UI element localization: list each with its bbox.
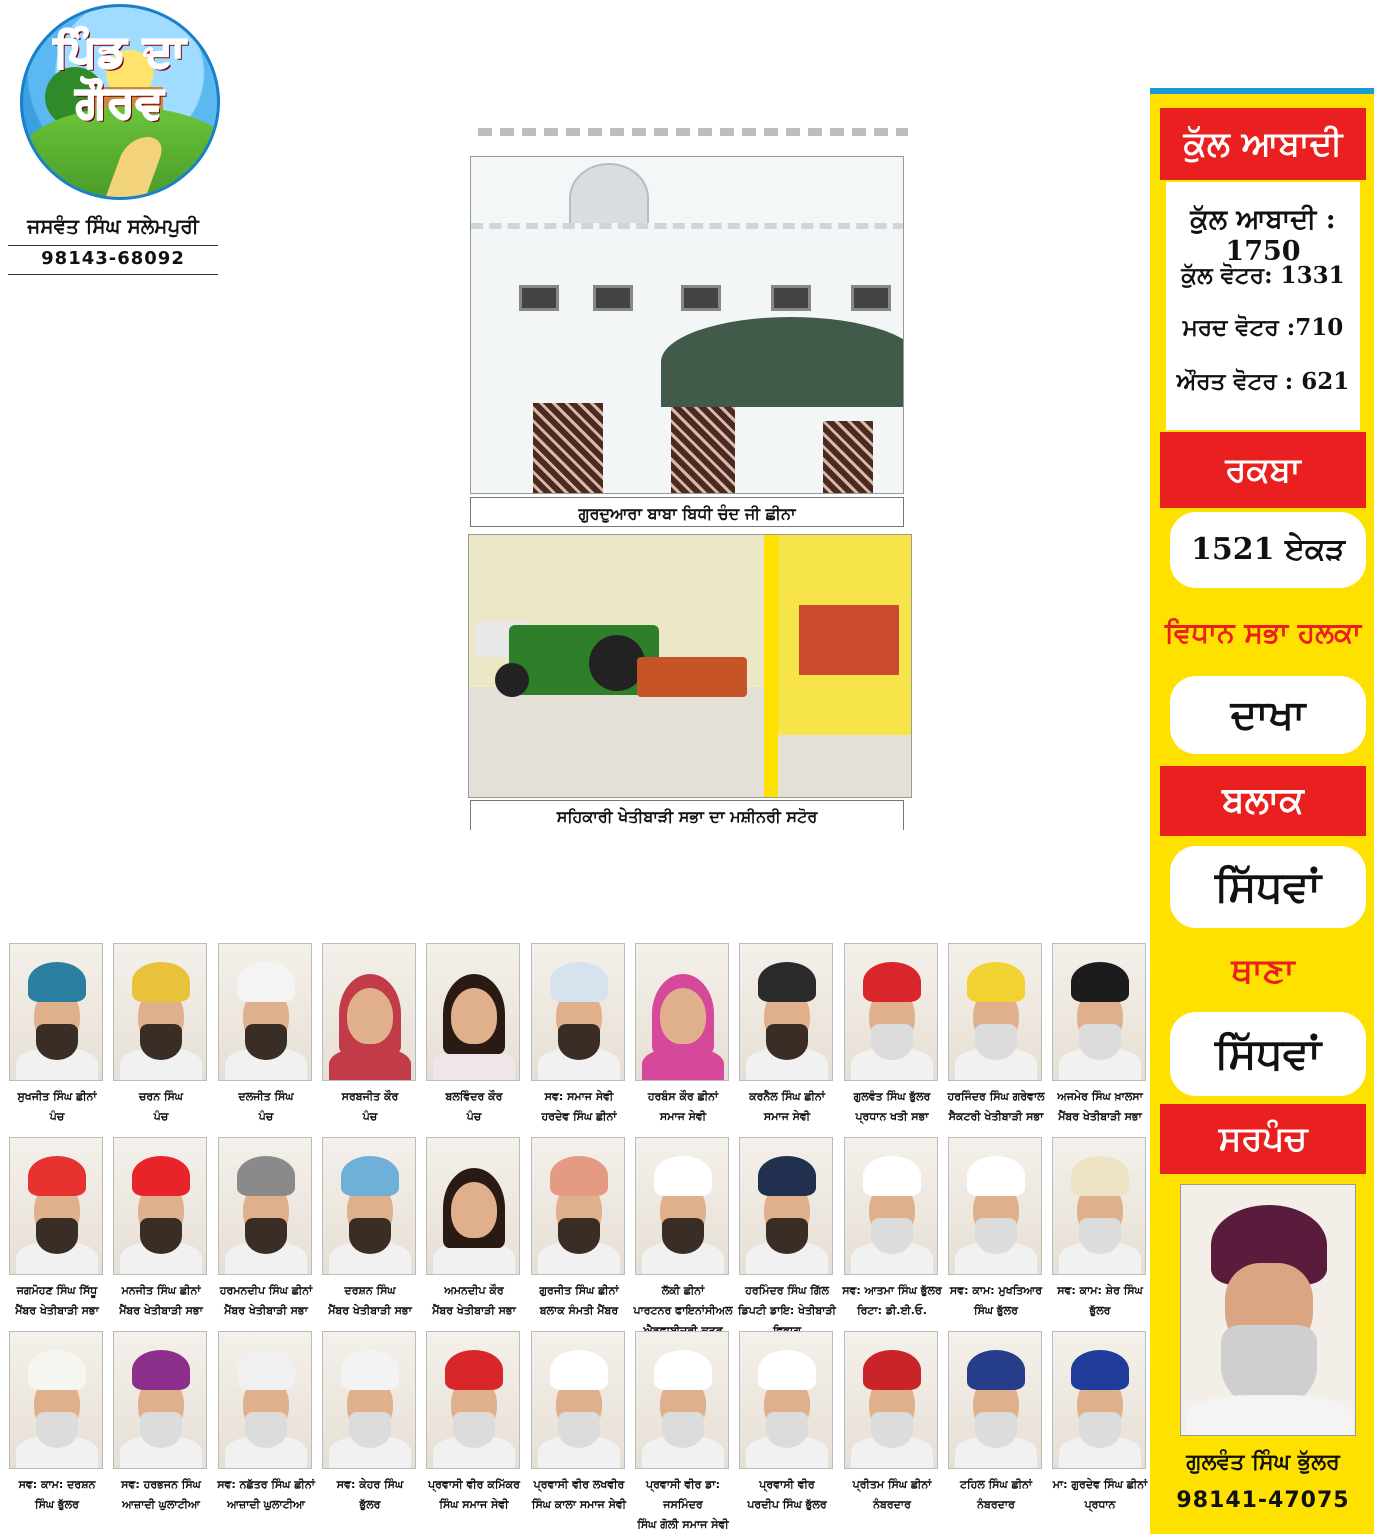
person-portrait — [218, 1137, 312, 1275]
portrait-turban — [550, 1350, 608, 1390]
portrait-face — [347, 988, 393, 1044]
person-label — [944, 1087, 1048, 1127]
sarpanch-name: ਗੁਲਵੰਤ ਸਿੰਘ ਭੁੱਲਰ — [1186, 1450, 1340, 1475]
person-name: ਜਗਮੋਹਣ ਸਿੰਘ ਸਿੱਧੂ — [16, 1284, 98, 1297]
portrait-turban — [967, 1156, 1025, 1196]
portrait-beard — [766, 1024, 808, 1060]
person-label — [631, 1475, 735, 1534]
gurdwara-caption: ਗੁਰਦੁਆਰਾ ਬਾਬਾ ਬਿਧੀ ਚੰਦ ਜੀ ਛੀਨਾ — [470, 497, 904, 527]
person-role: ਸਿੰਘ ਕਾਲਾ ਸਮਾਜ ਸੇਵੀ — [531, 1498, 627, 1511]
portrait-turban — [967, 1350, 1025, 1390]
person-name: ਚਰਨ ਸਿੰਘ — [139, 1090, 183, 1103]
masthead — [8, 4, 218, 274]
portrait-beard — [766, 1412, 808, 1448]
person-name: ਬਲਵਿੰਦਰ ਕੌਰ — [445, 1090, 503, 1103]
yellow-pillar — [764, 535, 778, 798]
person-portrait — [844, 943, 938, 1081]
portrait-beard — [453, 1412, 495, 1448]
gurdwara-canopy — [661, 317, 904, 407]
person-name: ਪ੍ਰਵਾਸੀ ਵੀਰ — [759, 1478, 815, 1491]
portrait-beard — [245, 1412, 287, 1448]
female-voters: ਔਰਤ ਵੋਟਰ : 621 — [1176, 368, 1350, 395]
info-column-topline — [1150, 88, 1374, 94]
gurdwara-photo — [470, 156, 904, 494]
person-portrait — [948, 1331, 1042, 1469]
portrait-turban — [863, 962, 921, 1002]
person-name: ਟਹਿਲ ਸਿੰਘ ਛੀਨਾਂ — [959, 1478, 1032, 1491]
portrait-beard — [140, 1218, 182, 1254]
portrait-beard — [558, 1218, 600, 1254]
person-name: ਦਲਜੀਤ ਸਿੰਘ — [238, 1090, 294, 1103]
person-label — [318, 1087, 422, 1127]
person-label — [1048, 1475, 1152, 1515]
person-portrait — [9, 943, 103, 1081]
person-role: ਸਿੰਘ ਸਮਾਜ ਸੇਵੀ — [439, 1498, 509, 1511]
person-name: ਗੁਰਜੀਤ ਸਿੰਘ ਛੀਨਾਂ — [539, 1284, 619, 1297]
portrait-turban — [654, 1156, 712, 1196]
plough — [637, 657, 747, 697]
portrait-turban — [132, 1156, 190, 1196]
person-role: ਆਜ਼ਾਦੀ ਘੁਲਾਟੀਆ — [227, 1498, 305, 1511]
person-label — [944, 1281, 1048, 1321]
portrait-beard — [766, 1218, 808, 1254]
person-label — [527, 1281, 631, 1321]
person-label — [631, 1087, 735, 1127]
portrait-beard — [245, 1024, 287, 1060]
constituency-value: ਦਾਖਾ — [1170, 676, 1366, 754]
population-title: ਕੁੱਲ ਆਬਾਦੀ — [1160, 108, 1366, 180]
person-name: ਪ੍ਰੀਤਮ ਸਿੰਘ ਛੀਨਾਂ — [852, 1478, 932, 1491]
person-role: ਸਮਾਜ ਸੇਵੀ — [659, 1110, 707, 1123]
person-portrait — [635, 1331, 729, 1469]
portrait-turban — [758, 1156, 816, 1196]
person-label — [840, 1475, 944, 1515]
person-name: ਗੁਲਵੰਤ ਸਿੰਘ ਭੁੱਲਰ — [853, 1090, 931, 1103]
person-label — [318, 1475, 422, 1515]
portrait-turban — [863, 1350, 921, 1390]
person-role: ਸਿੰਘ ਗੋਲੀ ਸਮਾਜ ਸੇਵੀ — [637, 1518, 729, 1531]
divider — [8, 274, 218, 275]
machinery-caption: ਸਹਿਕਾਰੀ ਖੇਤੀਬਾੜੀ ਸਭਾ ਦਾ ਮਸ਼ੀਨਰੀ ਸਟੋਰ — [470, 800, 904, 830]
person-portrait — [218, 943, 312, 1081]
person-name: ਪ੍ਰਵਾਸੀ ਵੀਰ ਕਮਿੱਕਰ — [428, 1478, 520, 1491]
person-portrait — [531, 1137, 625, 1275]
person-portrait — [426, 943, 520, 1081]
person-name: ਸਵ: ਨਛੱਤਰ ਸਿੰਘ ਛੀਨਾਂ — [217, 1478, 315, 1491]
constituency-title: ਵਿਧਾਨ ਸਭਾ ਹਲਕਾ — [1164, 616, 1362, 649]
person-name: ਸਵ: ਸਮਾਜ ਸੇਵੀ — [544, 1090, 614, 1103]
window — [771, 285, 811, 311]
portrait-turban — [863, 1156, 921, 1196]
person-name: ਸਰਬਜੀਤ ਕੌਰ — [341, 1090, 399, 1103]
police-station-value: ਸਿੱਧਵਾਂ — [1170, 1012, 1366, 1096]
portrait-turban — [237, 1156, 295, 1196]
person-role: ਨੰਬਰਦਾਰ — [977, 1498, 1015, 1511]
portrait-beard — [36, 1024, 78, 1060]
portrait-beard — [871, 1024, 913, 1060]
sarpanch-phone: 98141-47075 — [1176, 1488, 1350, 1513]
portrait-turban — [1071, 1350, 1129, 1390]
portrait-face — [451, 988, 497, 1044]
author-phone: 98143-68092 — [41, 248, 185, 269]
gurdwara-door — [533, 403, 603, 494]
person-portrait — [113, 1331, 207, 1469]
person-portrait — [1052, 943, 1146, 1081]
person-role: ਮੈਂਬਰ ਖੇਤੀਬਾੜੀ ਸਭਾ — [432, 1304, 516, 1317]
person-name: ਲੱਕੀ ਛੀਨਾਂ — [661, 1284, 705, 1297]
person-role: ਪੰਚ — [466, 1110, 482, 1123]
portrait-turban — [237, 962, 295, 1002]
person-name: ਸਵ: ਕਾਮ: ਦਰਸ਼ਨ — [18, 1478, 96, 1491]
portrait-turban — [132, 962, 190, 1002]
portrait-beard — [975, 1024, 1017, 1060]
person-label — [5, 1475, 109, 1515]
portrait-beard — [871, 1412, 913, 1448]
portrait-turban — [237, 1350, 295, 1390]
farm-machine — [799, 605, 899, 675]
person-label — [318, 1281, 422, 1321]
person-portrait — [426, 1331, 520, 1469]
person-portrait — [426, 1137, 520, 1275]
portrait-face — [660, 988, 706, 1044]
person-role: ਸਿੰਘ ਭੁੱਲਰ — [35, 1498, 79, 1511]
sarpanch-photo — [1180, 1184, 1356, 1436]
portrait-turban — [445, 1350, 503, 1390]
person-role: ਭੁੱਲਰ — [1089, 1304, 1111, 1317]
portrait-beard — [349, 1218, 391, 1254]
person-label — [735, 1087, 839, 1127]
male-voters: ਮਰਦ ਵੋਟਰ :710 — [1182, 314, 1344, 341]
person-portrait — [635, 943, 729, 1081]
window — [851, 285, 891, 311]
portrait-beard — [558, 1412, 600, 1448]
portrait-beard — [662, 1218, 704, 1254]
portrait-turban — [341, 1156, 399, 1196]
portrait-turban — [967, 962, 1025, 1002]
person-name: ਮਾ: ਗੁਰਦੇਵ ਸਿੰਘ ਛੀਨਾਂ — [1052, 1478, 1148, 1491]
portrait-turban — [758, 1350, 816, 1390]
person-name: ਸਵ: ਹਰਭਜਨ ਸਿੰਘ — [121, 1478, 201, 1491]
divider — [8, 245, 218, 246]
person-role: ਮੈਂਬਰ ਖੇਤੀਬਾੜੀ ਸਭਾ — [119, 1304, 203, 1317]
person-role: ਆਜ਼ਾਦੀ ਘੁਲਾਟੀਆ — [122, 1498, 200, 1511]
person-name: ਸਵ: ਕਾਮ: ਸ਼ੇਰ ਸਿੰਘ — [1057, 1284, 1143, 1297]
person-portrait — [1052, 1331, 1146, 1469]
portrait-beard — [349, 1412, 391, 1448]
person-label — [1048, 1281, 1152, 1321]
tractor-wheel — [495, 663, 529, 697]
person-label — [109, 1087, 213, 1127]
total-voters: ਕੁੱਲ ਵੋਟਰ: 1331 — [1181, 262, 1345, 289]
person-label — [527, 1087, 631, 1127]
person-portrait — [9, 1137, 103, 1275]
portrait-turban — [28, 962, 86, 1002]
author-name: ਜਸਵੰਤ ਸਿੰਘ ਸਲੇਮਪੁਰੀ — [27, 214, 199, 238]
portrait-turban — [1071, 1156, 1129, 1196]
portrait-turban — [550, 1156, 608, 1196]
person-label — [214, 1475, 318, 1515]
portrait-beard — [975, 1412, 1017, 1448]
person-name: ਸਵ: ਕਾਮ: ਮੁਖਤਿਆਰ — [949, 1284, 1043, 1297]
portrait-face — [451, 1182, 497, 1238]
person-role: ਪੰਚ — [153, 1110, 169, 1123]
person-label — [109, 1475, 213, 1515]
block-title: ਬਲਾਕ — [1160, 766, 1366, 836]
person-name: ਸਵ: ਆਤਮਾ ਸਿੰਘ ਭੁੱਲਰ — [842, 1284, 942, 1297]
window — [519, 285, 559, 311]
person-name: ਦਰਸ਼ਨ ਸਿੰਘ — [344, 1284, 396, 1297]
population-box — [1160, 182, 1366, 430]
machinery-store-photo — [468, 534, 912, 798]
portrait-turban — [132, 1350, 190, 1390]
total-population: ਕੁੱਲ ਆਬਾਦੀ : 1750 — [1190, 204, 1336, 267]
person-role: ਮੈਂਬਰ ਖੇਤੀਬਾੜੀ ਸਭਾ — [1058, 1110, 1142, 1123]
person-label — [5, 1281, 109, 1321]
portrait-turban — [1071, 962, 1129, 1002]
portrait-turban — [758, 962, 816, 1002]
person-portrait — [635, 1137, 729, 1275]
block-value: ਸਿੱਧਵਾਂ — [1170, 846, 1366, 928]
gurdwara-door — [823, 421, 873, 494]
person-label — [944, 1475, 1048, 1515]
person-label — [422, 1475, 526, 1515]
person-portrait — [739, 943, 833, 1081]
portrait-beard — [662, 1412, 704, 1448]
person-role: ਹਰਦੇਵ ਸਿੰਘ ਛੀਨਾਂ — [541, 1110, 617, 1123]
person-role: ਪੰਚ — [258, 1110, 274, 1123]
portrait-beard — [871, 1218, 913, 1254]
person-role: ਪਾਰਟਨਰ ਫਾਇਨਾਂਸੀਅਲ — [633, 1304, 733, 1317]
person-name: ਪ੍ਰਵਾਸੀ ਵੀਰ ਲਖਵੀਰ — [533, 1478, 625, 1491]
portrait-beard — [1079, 1024, 1121, 1060]
person-label — [527, 1475, 631, 1515]
person-label — [422, 1087, 526, 1127]
person-name: ਸਵ: ਕੇਹਰ ਸਿੰਘ — [336, 1478, 404, 1491]
person-role: ਸਿੰਘ ਭੁੱਲਰ — [974, 1304, 1018, 1317]
person-portrait — [322, 943, 416, 1081]
person-name: ਹਰਬੰਸ ਕੌਰ ਛੀਨਾਂ — [647, 1090, 719, 1103]
sarpanch-title: ਸਰਪੰਚ — [1160, 1104, 1366, 1174]
person-portrait — [739, 1137, 833, 1275]
person-role: ਮੈਂਬਰ ਖੇਤੀਬਾੜੀ ਸਭਾ — [224, 1304, 308, 1317]
portrait-turban — [341, 1350, 399, 1390]
person-portrait — [531, 1331, 625, 1469]
person-role: ਮੈਂਬਰ ਖੇਤੀਬਾੜੀ ਸਭਾ — [15, 1304, 99, 1317]
person-portrait — [844, 1331, 938, 1469]
person-label — [840, 1281, 944, 1321]
person-name: ਹਰਜਿੰਦਰ ਸਿੰਘ ਗਰੇਵਾਲ — [947, 1090, 1045, 1103]
person-name: ਹਰਮਿੰਦਰ ਸਿੰਘ ਗਿੱਲ — [745, 1284, 829, 1297]
sarpanch-shirt — [1185, 1395, 1353, 1436]
person-portrait — [739, 1331, 833, 1469]
portrait-beard — [140, 1024, 182, 1060]
portrait-beard — [1079, 1412, 1121, 1448]
portrait-beard — [245, 1218, 287, 1254]
person-label — [214, 1281, 318, 1321]
person-portrait — [1052, 1137, 1146, 1275]
person-role: ਡਿਪਟੀ ਡਾਇ: ਖੇਤੀਬਾੜੀ — [738, 1304, 836, 1317]
person-label — [5, 1087, 109, 1127]
person-role: ਰਿਟਾ: ਡੀ.ਈ.ਓ. — [857, 1304, 927, 1317]
portrait-beard — [140, 1412, 182, 1448]
person-role: ਨੰਬਰਦਾਰ — [873, 1498, 911, 1511]
portrait-turban — [28, 1350, 86, 1390]
person-portrait — [9, 1331, 103, 1469]
person-portrait — [322, 1331, 416, 1469]
person-label — [735, 1475, 839, 1515]
area-value: 1521 ਏਕੜ — [1170, 512, 1366, 588]
person-role: ਪ੍ਰਧਾਨ ਖਤੀ ਸਭਾ — [855, 1110, 929, 1123]
person-portrait — [113, 1137, 207, 1275]
person-portrait — [948, 1137, 1042, 1275]
portrait-turban — [28, 1156, 86, 1196]
person-portrait — [948, 943, 1042, 1081]
portrait-beard — [1079, 1218, 1121, 1254]
portrait-beard — [36, 1218, 78, 1254]
area-title: ਰਕਬਾ — [1160, 432, 1366, 508]
person-portrait — [322, 1137, 416, 1275]
person-role: ਸੈਕਟਰੀ ਖੇਤੀਬਾੜੀ ਸਭਾ — [948, 1110, 1044, 1123]
person-role: ਪਰਦੀਪ ਸਿੰਘ ਭੁੱਲਰ — [747, 1498, 827, 1511]
portrait-beard — [975, 1218, 1017, 1254]
person-label — [214, 1087, 318, 1127]
person-name: ਅਜਮੇਰ ਸਿੰਘ ਖ਼ਾਲਸਾ — [1057, 1090, 1143, 1103]
person-role: ਪੰਚ — [362, 1110, 378, 1123]
person-portrait — [844, 1137, 938, 1275]
person-portrait — [218, 1331, 312, 1469]
person-name: ਸੁਖਜੀਤ ਸਿੰਘ ਛੀਨਾਂ — [17, 1090, 97, 1103]
portrait-beard — [558, 1024, 600, 1060]
person-portrait — [113, 943, 207, 1081]
person-label — [422, 1281, 526, 1321]
person-label — [109, 1281, 213, 1321]
person-role: ਸਮਾਜ ਸੇਵੀ — [763, 1110, 811, 1123]
person-name: ਅਮਨਦੀਪ ਕੌਰ — [444, 1284, 504, 1297]
gurdwara-door — [671, 407, 735, 494]
portrait-beard — [36, 1412, 78, 1448]
person-role: ਮੈਂਬਰ ਖੇਤੀਬਾੜੀ ਸਭਾ — [328, 1304, 412, 1317]
person-label — [840, 1087, 944, 1127]
person-name: ਮਨਜੀਤ ਸਿੰਘ ਛੀਨਾਂ — [121, 1284, 201, 1297]
police-station-title: ਥਾਣਾ — [1231, 951, 1295, 991]
person-name: ਪ੍ਰਵਾਸੀ ਵੀਰ ਡਾ: ਜਸਮਿੰਦਰ — [646, 1478, 720, 1511]
person-portrait — [531, 943, 625, 1081]
portrait-turban — [550, 962, 608, 1002]
person-name: ਹਰਮਨਦੀਪ ਸਿੰਘ ਛੀਨਾਂ — [219, 1284, 313, 1297]
person-role: ਭੁੱਲਰ — [359, 1498, 381, 1511]
window — [681, 285, 721, 311]
person-label — [1048, 1087, 1152, 1127]
faded-text-line — [478, 128, 908, 136]
logo-title: ਪਿੰਡ ਦਾ ਗੌਰਵ — [53, 26, 187, 128]
person-role: ਪੰਚ — [49, 1110, 65, 1123]
person-role: ਬਲਾਕ ਸੰਮਤੀ ਮੈਂਬਰ — [539, 1304, 619, 1317]
person-role: ਪ੍ਰਧਾਨ — [1084, 1498, 1116, 1511]
person-name: ਕਰਨੈਲ ਸਿੰਘ ਛੀਨਾਂ — [749, 1090, 825, 1103]
portrait-turban — [654, 1350, 712, 1390]
window — [593, 285, 633, 311]
